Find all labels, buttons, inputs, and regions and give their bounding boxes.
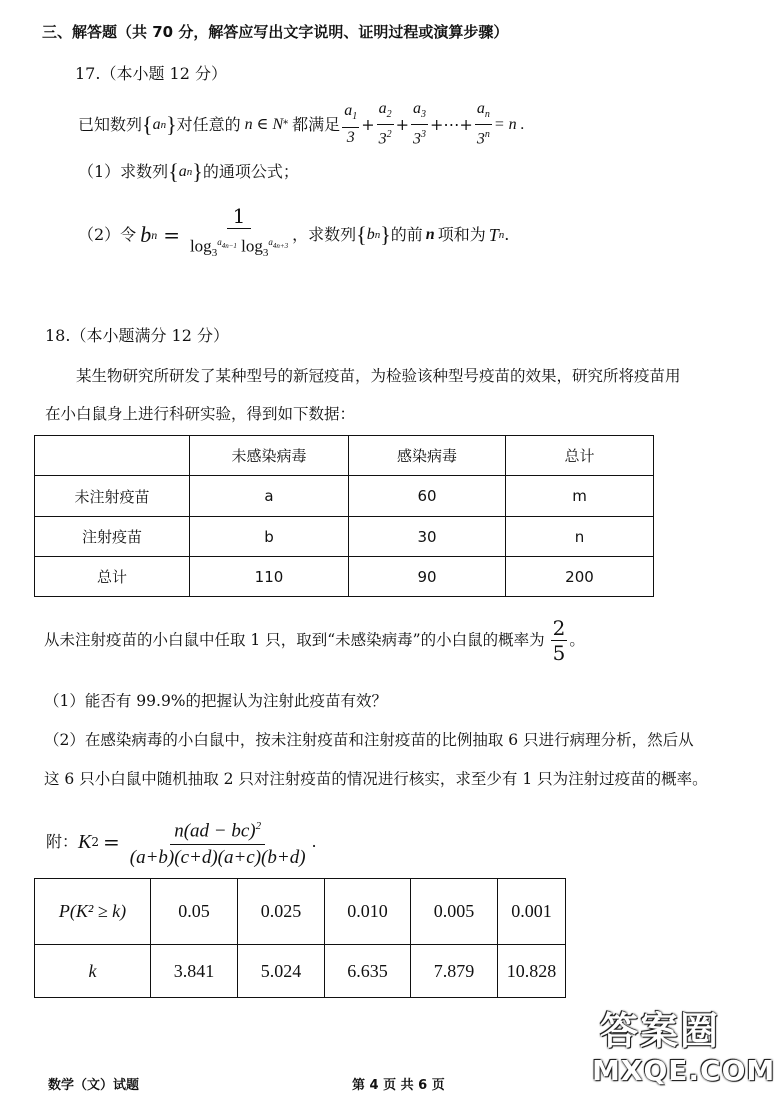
q18-probability-line: 从未注射疫苗的小白鼠中任取 1 只，取到“未感染病毒”的小白鼠的概率为 $\frac{2}{5}$ 。 xyxy=(44,615,585,665)
table-cell: 总计 xyxy=(35,557,190,597)
table-cell: 3.841 xyxy=(151,945,238,998)
table-cell: 0.001 xyxy=(498,879,566,945)
table-cell: a xyxy=(190,476,349,517)
table-cell: n xyxy=(506,517,654,557)
k2-fraction: $\frac{n(ad - bc)^2}{(a+b)(c+d)(a+c)(b+d)}$ xyxy=(126,813,310,871)
q17-statement: 已知数列 { a n } 对任意的 n ∈ N * 都满足 $\frac{a_1}{3}$ + $\frac{a_2}{3^2}$ + $\frac{a_3}{3^3}$ +⋯+ $\frac{a_n}{3^n}$ = n . xyxy=(78,100,525,148)
table-cell xyxy=(35,436,190,476)
q18-part2-line1: （2）在感染病毒的小白鼠中，按未注射疫苗和注射疫苗的比例抽取 6 只进行病理分析，然后从 xyxy=(44,731,694,749)
frac-an: $\frac{a_n}{3^n}$ xyxy=(476,100,490,148)
table-cell: 0.005 xyxy=(411,879,498,945)
table-row xyxy=(35,476,654,517)
prob-fraction: $\frac{2}{5}$ xyxy=(552,615,566,665)
footer-subject: 数学（文）试题 xyxy=(48,1078,140,1093)
table-header: 总计 xyxy=(506,436,654,476)
table-cell: 未注射疫苗 xyxy=(35,476,190,517)
frac-a3: $\frac{a_3}{3^3}$ xyxy=(413,100,426,148)
table-cell: m xyxy=(506,476,654,517)
q17-title: 17.（本小题 12 分） xyxy=(75,64,227,83)
table-cell: 0.025 xyxy=(238,879,325,945)
table-header: 未感染病毒 xyxy=(190,436,349,476)
table-cell: b xyxy=(190,517,349,557)
q17-intro-a: 已知数列 xyxy=(78,115,143,134)
q18-part1: （1）能否有 99.9%的把握认为注射此疫苗有效？ xyxy=(44,692,388,710)
table-cell: 110 xyxy=(190,557,349,597)
table-cell: 10.828 xyxy=(498,945,566,998)
table-header-row xyxy=(35,436,654,476)
table-cell: 200 xyxy=(506,557,654,597)
frac-a1: $\frac{a_1}{3}$ xyxy=(344,102,358,146)
table-cell: 0.05 xyxy=(151,879,238,945)
q18-intro-line2: 在小白鼠身上进行科研实验，得到如下数据： xyxy=(45,405,356,423)
q17-bn-fraction: $\frac{1}{\log_3^{a_{4n-1}} \log_3^{a_{4n+3}}}$ xyxy=(189,203,289,260)
q17-part2: （2）令 b n = $\frac{1}{\log_3^{a_{4n-1}} \log_3^{a_{4n+3}}}$ ，求数列 { b n } 的前 n 项和为 T n . xyxy=(78,205,509,265)
section-header: 三、解答题（共 70 分，解答应写出文字说明、证明过程或演算步骤） xyxy=(42,23,509,41)
table-cell: 6.635 xyxy=(325,945,411,998)
table-cell: 90 xyxy=(349,557,506,597)
footer-page-number: 第 4 页 共 6 页 xyxy=(352,1078,445,1093)
q18-title: 18.（本小题满分 12 分） xyxy=(45,326,229,345)
table-row xyxy=(35,945,566,998)
table-row xyxy=(35,879,566,945)
q18-part2-line2: 这 6 只小白鼠中随机抽取 2 只对注射疫苗的情况进行核实，求至少有 1 只为注射过疫苗的概率。 xyxy=(44,770,708,788)
q17-part1: （1）求数列 { a n } 的通项公式； xyxy=(78,159,299,184)
table-cell: 0.010 xyxy=(325,879,411,945)
table-cell: k xyxy=(35,945,151,998)
table-cell: 5.024 xyxy=(238,945,325,998)
critical-value-table xyxy=(34,878,566,998)
table-cell: 30 xyxy=(349,517,506,557)
watermark-logo-top: 答案圈 xyxy=(600,1009,721,1053)
watermark-logo-bottom: MXQE.COM xyxy=(592,1054,776,1087)
table-row xyxy=(35,517,654,557)
table-cell: 7.879 xyxy=(411,945,498,998)
table-cell: 注射疫苗 xyxy=(35,517,190,557)
k2-formula: 附： K 2 = $\frac{n(ad - bc)^2}{(a+b)(c+d)(a+c)(b+d)}$ . xyxy=(46,812,317,872)
q18-data-table xyxy=(34,435,654,597)
table-header: 感染病毒 xyxy=(349,436,506,476)
table-cell: 60 xyxy=(349,476,506,517)
q18-intro-line1: 某生物研究所研发了某种型号的新冠疫苗，为检验该种型号疫苗的效果，研究所将疫苗用 xyxy=(76,367,681,385)
table-cell: P(K² ≥ k) xyxy=(35,879,151,945)
table-row xyxy=(35,557,654,597)
frac-a2: $\frac{a_2}{3^2}$ xyxy=(378,100,392,148)
